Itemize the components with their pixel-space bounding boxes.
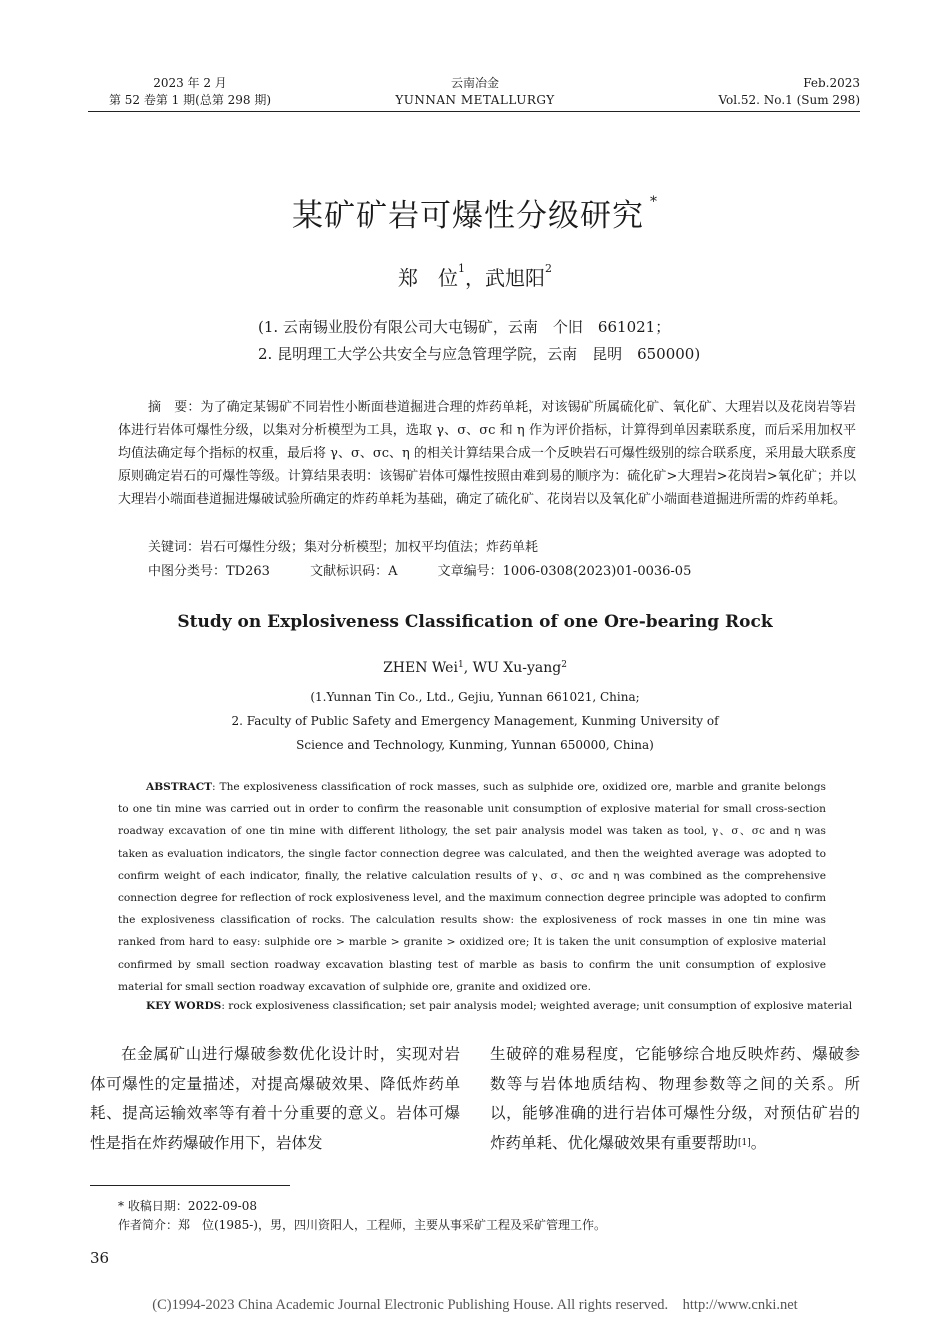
footnote-received: * 收稿日期：2022-09-08 <box>118 1199 258 1213</box>
header-left <box>90 75 290 109</box>
page-number: 36 <box>90 1249 110 1267</box>
body-column-right <box>490 1040 860 1158</box>
title-footnote-mark: * <box>650 194 658 210</box>
abstract-en <box>118 776 826 998</box>
doc-code: 文献标识码：A <box>310 564 398 579</box>
abstract-en-text: : The explosiveness classification of rock masses, such as sulphide ore, oxidized ore, marble and granite belongs to one tin mine was carried out in order to confirm the reasonable unit consumption of explosive material for small cross-section roadway excavation of one tin mine with different lithology, the set pair analysis model was taken as tool, γ、σ、σc and η was taken as evaluation indicators, the single factor connection degree was calculated, and then the weighted average was adopted to confirm weight of each indicator, finally, the relative calculation results of γ、σ、σc and η was combined as the comprehensive connection degree for reflection of rock explosiveness level, and the maximum connection degree principle was adopted to confirm the explosiveness classification of rocks. The calculation results show: the explosiveness of rock masses in one tin mine was ranked from hard to easy: sulphide ore > marble > granite > oxidized ore; It is taken the unit consumption of explosive material confirmed by small section roadway excavation blasting test of marble as basis to confirm the unit consumption of explosive material for small section roadway excavation of sulphide ore, granite and oxidized ore. <box>118 781 826 993</box>
author-en-2: WU Xu-yang <box>472 660 562 676</box>
author-2-sup: 2 <box>545 262 552 275</box>
header-volume-en: Vol.52. No.1 (Sum 298) <box>718 93 860 107</box>
header-date-en: Feb.2023 <box>803 76 860 90</box>
authors-en <box>0 660 950 676</box>
authors-cn <box>0 262 950 291</box>
header-rule <box>88 111 860 112</box>
body-right-end: 。 <box>750 1133 767 1152</box>
affiliation-en-3: Science and Technology, Kunming, Yunnan 650000, China) <box>296 738 654 752</box>
author-en-2-sup: 2 <box>561 660 567 670</box>
affiliation-en-1: (1.Yunnan Tin Co., Ltd., Gejiu, Yunnan 661021, China; <box>310 690 640 704</box>
footnote-author-intro: 作者简介：郑 位(1985-)，男，四川资阳人，工程师，主要从事采矿工程及采矿管理工作。 <box>118 1218 606 1232</box>
title-en: Study on Explosiveness Classification of one Ore-bearing Rock <box>177 612 773 632</box>
body-right-text: 生破碎的难易程度，它能够综合地反映炸药、爆破参数等与岩体地质结构、物理参数等之间的关系。所以，能够准确的进行岩体可爆性分级，对预估矿岩的炸药单耗、优化爆破效果有重要帮助 <box>490 1045 860 1152</box>
copyright-line: (C)1994-2023 China Academic Journal Electronic Publishing House. All rights reserved. http://www.cnki.net <box>152 1297 798 1313</box>
affiliation-cn-1: (1. 云南锡业股份有限公司大屯锡矿，云南 个旧 661021； <box>258 318 671 336</box>
header-right <box>700 75 860 109</box>
author-en-1-sup: 1 <box>457 660 464 670</box>
article-number: 文章编号：1006-0308(2023)01-0036-05 <box>437 564 692 579</box>
abstract-en-label: ABSTRACT <box>146 781 213 793</box>
header-volume: 第 52 卷第 1 期(总第 298 期) <box>108 93 272 107</box>
affiliation-en-2: 2. Faculty of Public Safety and Emergency Management, Kunming University of <box>231 714 719 728</box>
affiliation-cn-2: 2. 昆明理工大学公共安全与应急管理学院，云南 昆明 650000) <box>258 345 701 363</box>
header-date: 2023 年 2 月 <box>153 76 227 90</box>
author-2: 武旭阳 <box>485 266 545 290</box>
footnote-rule <box>90 1185 290 1186</box>
title-text: 某矿矿岩可爆性分级研究 <box>292 198 644 234</box>
classification-line <box>148 562 848 582</box>
author-en-sep: , <box>463 660 473 676</box>
keywords-en-label: KEY WORDS <box>146 1000 222 1012</box>
page-title <box>0 190 950 235</box>
keywords-cn: 关键词：岩石可爆性分级；集对分析模型；加权平均值法；炸药单耗 <box>148 540 539 555</box>
abstract-cn: 摘 要：为了确定某锡矿不同岩性小断面巷道掘进合理的炸药单耗，对该锡矿所属硫化矿、氧化矿、大理岩以及花岗岩等岩体进行岩体可爆性分级，以集对分析模型为工具，选取 γ、σ、σc 和 η 作为评价指标，计算得到单因素联系度，而后采用加权平均值法确定每个指标的权重，最后将 γ、σ、σc、η 的相关计算结果合成一个反映岩石可爆性级别的综合联系度，采用最大联系度原则确定岩石的可爆性等级。计算结果表明：该锡矿岩体可爆性按照由难到易的顺序为：硫化矿>大理岩>花岗岩>氧化矿；并以大理岩小端面巷道掘进爆破试验所确定的炸药单耗为基础，确定了硫化矿、花岗岩以及氧化矿小端面巷道掘进所需的炸药单耗。 <box>118 400 856 507</box>
author-sep: ， <box>465 266 485 290</box>
body-column-left: 在金属矿山进行爆破参数优化设计时，实现对岩体可爆性的定量描述，对提高爆破效果、降低炸药单耗、提高运输效率等有着十分重要的意义。岩体可爆性是指在炸药爆破作用下，岩体发 <box>90 1045 460 1152</box>
journal-name-cn: 云南冶金 <box>450 76 499 90</box>
journal-name-en: YUNNAN METALLURGY <box>395 93 555 107</box>
keywords-en <box>146 996 852 1016</box>
clc-number: 中图分类号：TD263 <box>148 564 270 579</box>
header-center <box>375 75 575 109</box>
reference-marker: [1] <box>738 1137 751 1148</box>
author-1: 郑 位 <box>398 266 458 290</box>
keywords-en-text: : rock explosiveness classification; set pair analysis model; weighted average; unit consumption of explosive material <box>221 1000 853 1012</box>
author-1-sup: 1 <box>458 262 465 275</box>
author-en-1: ZHEN Wei <box>383 660 458 676</box>
